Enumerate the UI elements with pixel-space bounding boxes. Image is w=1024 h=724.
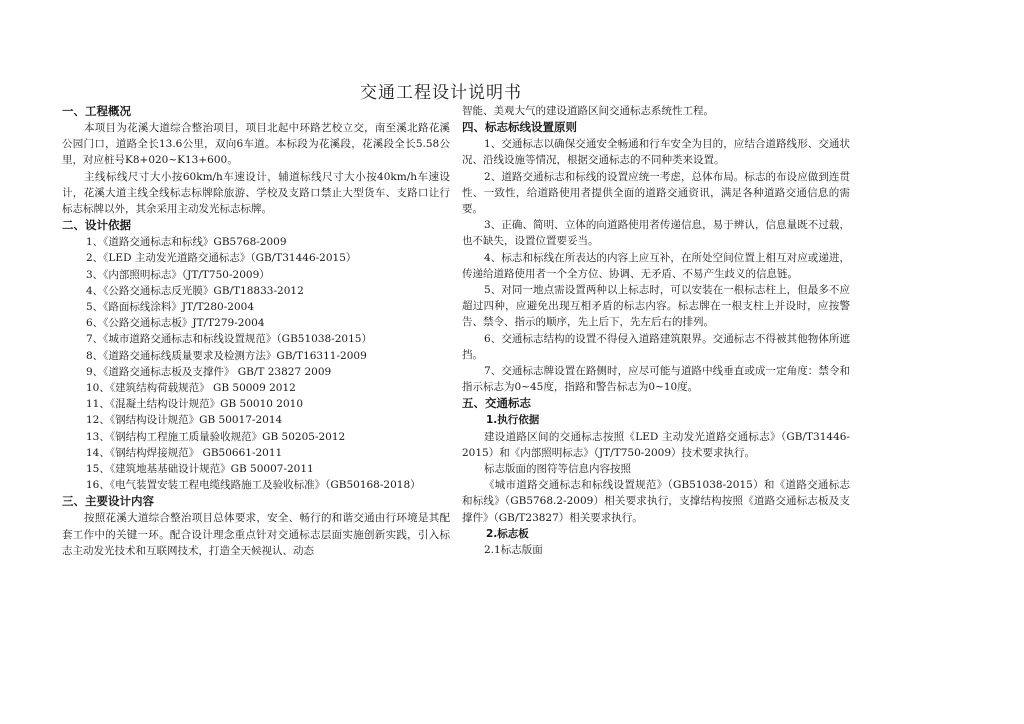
subsection-1-paragraph-2: 标志版面的图符等信息内容按照 xyxy=(484,463,631,476)
section-3-paragraph-1: 按照花溪大道综合整治项目总体要求，安全、畅行的和谐交通由行环境是其配套工作中的关键一环。配合设计理念重点针对交通标志层面实施创新实践，引入标志主动发光技术和互联网技术，打造全天候视认、动态 xyxy=(62,512,450,557)
principle-item: 7、交通标志牌设置在路侧时，应尽可能与道路中线垂直或成一定角度：禁令和指示标志为0~45度，指路和警告标志为0~10度。 xyxy=(462,365,850,394)
section-3-continuation: 智能、美观大气的建设道路区间交通标志系统性工程。 xyxy=(462,105,714,117)
subsection-1-heading: 1.执行依据 xyxy=(486,414,540,427)
reference-item: 3、《内部照明标志》（JT/T750-2009） xyxy=(86,268,270,281)
reference-item: 9、《道路交通标志板及支撑件》 GB/T 23827 2009 xyxy=(86,365,332,378)
reference-item: 14、《钢结构焊接规范》 GB50661-2011 xyxy=(86,446,283,459)
reference-item: 1、《道路交通标志和标线》GB5768-2009 xyxy=(86,236,287,249)
principle-item: 1、交通标志以确保交通安全畅通和行车安全为目的，应结合道路线形、交通状况、沿线设施等情况，根据交通标志的不同种类来设置。 xyxy=(462,138,850,167)
principle-item: 5、对同一地点需设置两种以上标志时，可以安装在一根标志柱上，但最多不应超过四种，应避免出现互相矛盾的标志内容。标志牌在一根支柱上并设时，应按警告、禁令、指示的顺序，先上后下，先左后右的排列。 xyxy=(462,284,850,329)
reference-item: 5、《路面标线涂料》JT/T280-2004 xyxy=(86,301,254,314)
principle-item: 2、道路交通标志和标线的设置应统一考虑，总体布局。标志的布设应做到连贯性、一致性，给道路使用者提供全面的道路交通资讯，满足各种道路交通信息的需要。 xyxy=(462,170,850,216)
principle-item: 6、交通标志结构的设置不得侵入道路建筑限界。交通标志不得被其他物体所遮挡。 xyxy=(462,332,850,361)
reference-item: 13、《钢结构工程施工质量验收规范》GB 50205-2012 xyxy=(86,430,346,443)
section-2-heading: 二、设计依据 xyxy=(62,218,131,233)
reference-item: 12、《钢结构设计规范》GB 50017-2014 xyxy=(86,414,283,427)
section-1-paragraph-1: 本项目为花溪大道综合整治项目，项目北起中环路艺校立交，南至溪北路花溪公园门口，道路全长13.6公里，双向6车道。本标段为花溪段，花溪段全长5.58公里，对应桩号K8+020~K13+600。 xyxy=(62,122,450,167)
reference-item: 8、《道路交通标线质量要求及检测方法》GB/T16311-2009 xyxy=(86,349,367,362)
principle-item: 4、标志和标线在所表达的内容上应互补，在所处空间位置上相互对应或递进，传递给道路使用者一个全方位、协调、无矛盾、不易产生歧义的信息链。 xyxy=(462,251,850,280)
reference-item: 10、《建筑结构荷载规范》 GB 50009 2012 xyxy=(86,382,296,395)
reference-item: 4、《公路交通标志反光膜》GB/T18833-2012 xyxy=(86,284,304,297)
subsection-1-paragraph-3: 《城市道路交通标志和标线设置规范》（GB51038-2015）和《道路交通标志和标线》（GB5768.2-2009）相关要求执行，支撑结构按照《道路交通标志板及支撑件》（GB/T23827）相关要求执行。 xyxy=(462,479,850,524)
section-1-paragraph-2: 主线标线尺寸大小按60km/h车速设计，辅道标线尺寸大小按40km/h车速设计，花溪大道主线全线标志标牌除旅游、学校及支路口禁止大型货车、支路口让行标志标牌以外，其余采用主动发光标志标牌。 xyxy=(62,170,450,216)
reference-item: 16、《电气装置安装工程电缆线路施工及验收标准》（GB50168-2018） xyxy=(86,479,421,492)
reference-item: 11、《混凝土结构设计规范》GB 50010 2010 xyxy=(86,398,304,411)
subsection-1-paragraph-1: 建设道路区间的交通标志按照《LED 主动发光道路交通标志》（GB/T31446-2015）和《内部照明标志》（JT/T750-2009）技术要求执行。 xyxy=(462,430,850,459)
principle-item: 3、正确、简明、立体的向道路使用者传递信息，易于辨认，信息量既不过载，也不缺失，设置位置要妥当。 xyxy=(462,219,850,248)
reference-item: 6、《公路交通标志板》JT/T279-2004 xyxy=(86,317,265,330)
reference-item: 15、《建筑地基基础设计规范》GB 50007-2011 xyxy=(86,463,314,476)
section-4-heading: 四、标志标线设置原则 xyxy=(462,120,577,135)
section-3-heading: 三、主要设计内容 xyxy=(62,494,154,509)
section-1-heading: 一、工程概况 xyxy=(62,104,131,118)
left-column xyxy=(62,103,450,559)
right-column xyxy=(462,103,850,558)
subsection-2-heading: 2.标志板 xyxy=(486,527,529,540)
section-5-heading: 五、交通标志 xyxy=(462,396,531,411)
reference-item: 7、《城市道路交通标志和标线设置规范》（GB51038-2015） xyxy=(86,333,372,346)
reference-item: 2、《LED 主动发光道路交通标志》（GB/T31446-2015） xyxy=(86,252,357,265)
subsection-2-1-label: 2.1标志版面 xyxy=(484,544,543,557)
document-title: 交通工程设计说明书 xyxy=(360,83,522,103)
